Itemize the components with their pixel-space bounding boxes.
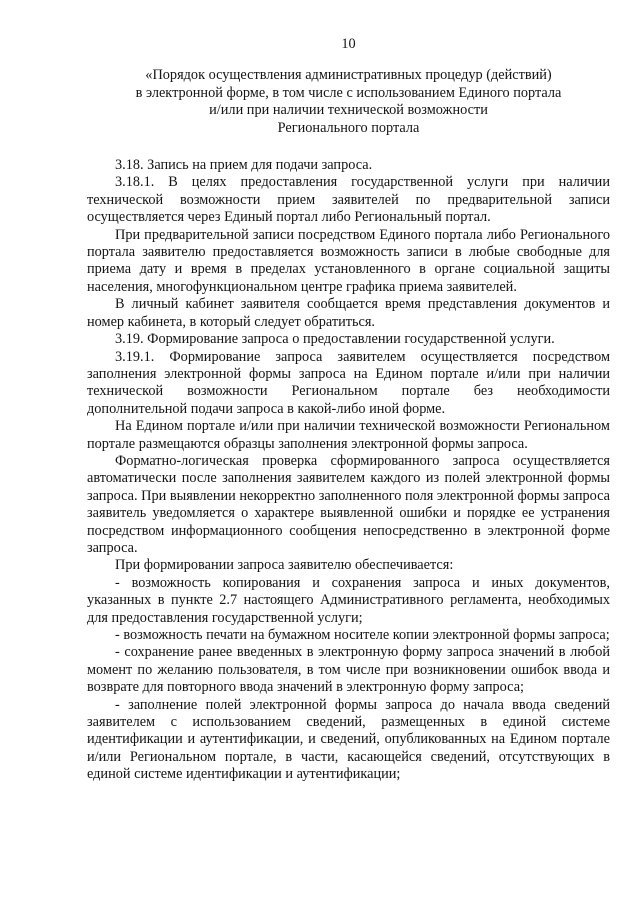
page-number: 10 [341, 36, 356, 52]
list-item: - возможность копирования и сохранения запроса и иных документов, указанных в пункте 2.7 настоящего Административного регламента, необходимых для предоставления государственной услуги; [87, 574, 610, 626]
paragraph: Форматно-логическая проверка сформированного запроса осуществляется автоматически после заполнения заявителем каждого из полей электронной формы запроса. При выявлении некорректно заполненного поля электронной формы запроса заявитель уведомляется о характере выявленной ошибки и порядке ее устранения посредством информационного сообщения непосредственно в электронной форме запроса. [87, 452, 610, 556]
paragraph: На Едином портале и/или при наличии технической возможности Региональном портале размещаются образцы заполнения электронной формы запроса. [87, 418, 610, 452]
paragraph: В личный кабинет заявителя сообщается время представления документов и номер кабинета, в который следует обратиться. [87, 296, 610, 330]
paragraph: При предварительной записи посредством Единого портала либо Регионального портала заявителю предоставляется возможность записи в любые свободные для приема дату и время в пределах установленного в органе социальной защиты населения, многофункциональном центре графика приема заявителей. [87, 226, 610, 295]
paragraph-3-19: 3.19. Формирование запроса о предоставлении государственной услуги. [115, 331, 555, 348]
paragraph-3-18-1: 3.18.1. В целях предоставления государственной услуги при наличии технической возможности прием заявителей по предварительной записи осуществляется через Единый портал либо Региональный портал. [87, 174, 610, 226]
paragraph: При формировании запроса заявителю обеспечивается: [115, 557, 454, 574]
paragraph-3-19-1: 3.19.1. Формирование запроса заявителем осуществляется посредством заполнения электронной формы запроса на Едином портале и/или при наличии технической возможности Региональном портале без необходимости дополнительной подачи запроса в какой-либо иной форме. [87, 348, 610, 417]
heading-line: в электронной форме, в том числе с использованием Единого портала [135, 84, 562, 101]
list-item: - возможность печати на бумажном носителе копии электронной формы запроса; [115, 627, 610, 643]
heading-line: Регионального портала [277, 119, 420, 136]
section-heading [87, 67, 610, 137]
paragraph-3-18: 3.18. Запись на прием для подачи запроса. [115, 157, 373, 174]
list-item: - сохранение ранее введенных в электронную форму запроса значений в любой момент по желанию пользователя, в том числе при возникновении ошибок ввода и возврате для повторного ввода значений в электронную форму запроса; [87, 644, 610, 696]
list-item: - заполнение полей электронной формы запроса до начала ввода сведений заявителем с использованием сведений, размещенных в единой системе идентификации и аутентификации, и сведений, опубликованных на Едином портале и/или Региональном портале, в части, касающейся сведений, отсутствующих в единой системе идентификации и аутентификации; [87, 696, 610, 783]
heading-line: «Порядок осуществления административных процедур (действий) [145, 67, 552, 84]
heading-line: и/или при наличии технической возможности [209, 102, 488, 119]
document-body [87, 157, 610, 784]
